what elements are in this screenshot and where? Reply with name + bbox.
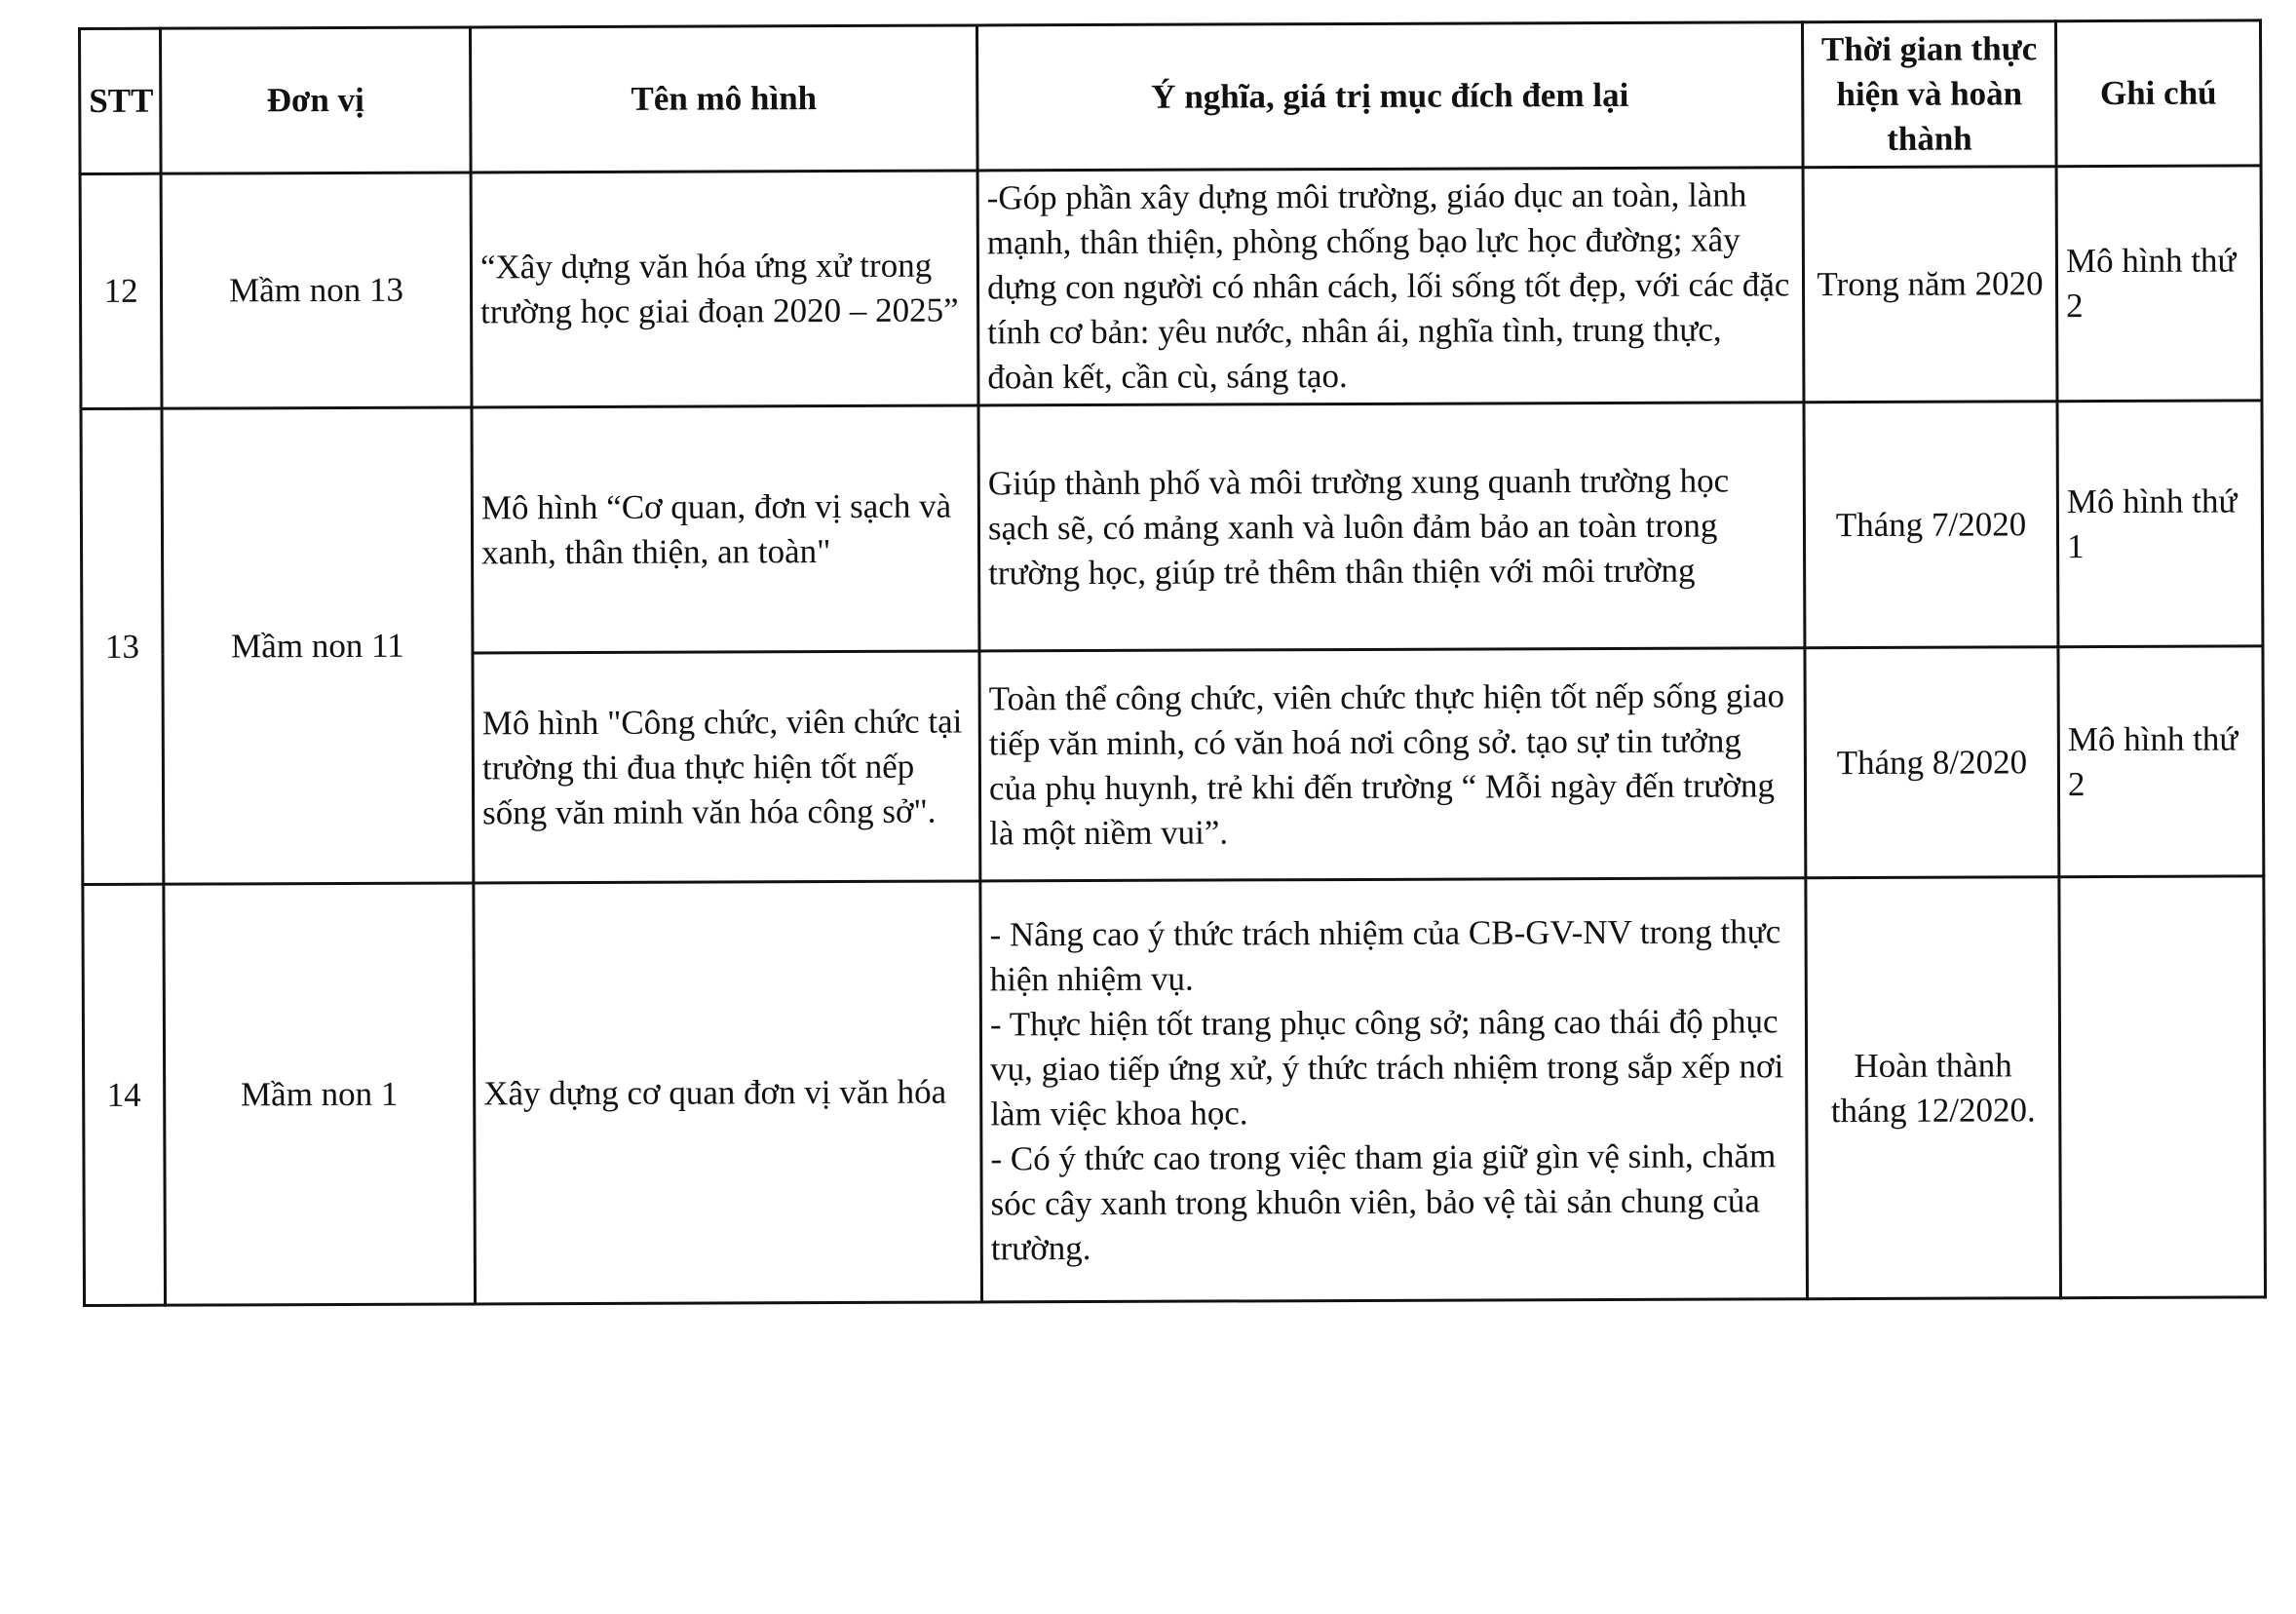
cell-don-vi: Mầm non 1	[164, 883, 476, 1305]
header-ghi-chu: Ghi chú	[2055, 20, 2261, 167]
cell-ghi-chu: Mô hình thứ 2	[2058, 646, 2264, 877]
y-nghia-item: - Có ý thức cao trong việc tham gia giữ gìn vệ sinh, chăm sóc cây xanh trong khuôn viên, bảo vệ tài sản chung của trường.	[990, 1135, 1777, 1267]
cell-y-nghia: -Góp phần xây dựng môi trường, giáo dục an toàn, lành mạnh, thân thiện, phòng chống bạo lực học đường; xây dựng con người có nhân cách, lối sống tốt đẹp, với các đặc tính cơ bản: yêu nước, nhân ái, nghĩa tình, trung thực, đoàn kết, cần cù, sáng tạo.	[977, 168, 1804, 405]
cell-y-nghia: Giúp thành phố và môi trường xung quanh trường học sạch sẽ, có mảng xanh và luôn đảm bảo an toàn trong trường học, giúp trẻ thêm thân thiện với môi trường	[978, 403, 1805, 651]
cell-thoi-gian: Tháng 7/2020	[1804, 402, 2058, 648]
cell-stt: 14	[83, 884, 166, 1305]
cell-ten-mo-hinh: “Xây dựng văn hóa ứng xử trong trường học giai đoạn 2020 – 2025”	[471, 171, 978, 407]
models-table	[78, 19, 2267, 1307]
cell-ten-mo-hinh: Xây dựng cơ quan đơn vị văn hóa	[474, 881, 982, 1304]
cell-don-vi: Mầm non 13	[161, 173, 472, 408]
cell-don-vi: Mầm non 11	[162, 407, 474, 884]
cell-ten-mo-hinh: Mô hình “Cơ quan, đơn vị sạch và xanh, thân thiện, an toàn"	[472, 405, 979, 653]
table-row	[81, 401, 2263, 655]
cell-stt: 13	[81, 408, 164, 884]
header-stt: STT	[80, 28, 162, 173]
cell-thoi-gian: Trong năm 2020	[1803, 167, 2057, 403]
table-row	[80, 166, 2262, 409]
y-nghia-item: - Nâng cao ý thức trách nhiệm của CB-GV-NV trong thực hiện nhiệm vụ.	[989, 911, 1781, 998]
cell-ghi-chu	[2059, 876, 2266, 1298]
cell-stt: 12	[80, 173, 162, 408]
cell-y-nghia: Toàn thể công chức, viên chức thực hiện tốt nếp sống giao tiếp văn minh, có văn hoá nơi công sở. tạo sự tin tưởng của phụ huynh, trẻ khi đến trường “ Mỗi ngày đến trường là một niềm vui”.	[979, 648, 1806, 881]
cell-ghi-chu: Mô hình thứ 1	[2057, 401, 2263, 647]
cell-ghi-chu: Mô hình thứ 2	[2056, 166, 2262, 402]
header-ten-mo-hinh: Tên mô hình	[471, 25, 978, 173]
header-don-vi: Đơn vị	[161, 27, 472, 173]
cell-thoi-gian: Hoàn thành tháng 12/2020.	[1806, 877, 2061, 1299]
table-header-row	[80, 20, 2262, 174]
cell-ten-mo-hinh: Mô hình "Công chức, viên chức tại trường thi đua thực hiện tốt nếp sống văn minh văn hóa công sở".	[473, 651, 980, 883]
header-thoi-gian: Thời gian thực hiện và hoàn thành	[1802, 21, 2056, 168]
table-row	[83, 876, 2266, 1306]
header-y-nghia: Ý nghĩa, giá trị mục đích đem lại	[976, 22, 1803, 171]
cell-y-nghia	[980, 878, 1808, 1302]
cell-thoi-gian: Tháng 8/2020	[1805, 647, 2059, 878]
y-nghia-item: - Thực hiện tốt trang phục công sở; nâng cao thái độ phục vụ, giao tiếp ứng xử, ý thức trách nhiệm trong sắp xếp nơi làm việc khoa học.	[989, 1001, 1784, 1133]
